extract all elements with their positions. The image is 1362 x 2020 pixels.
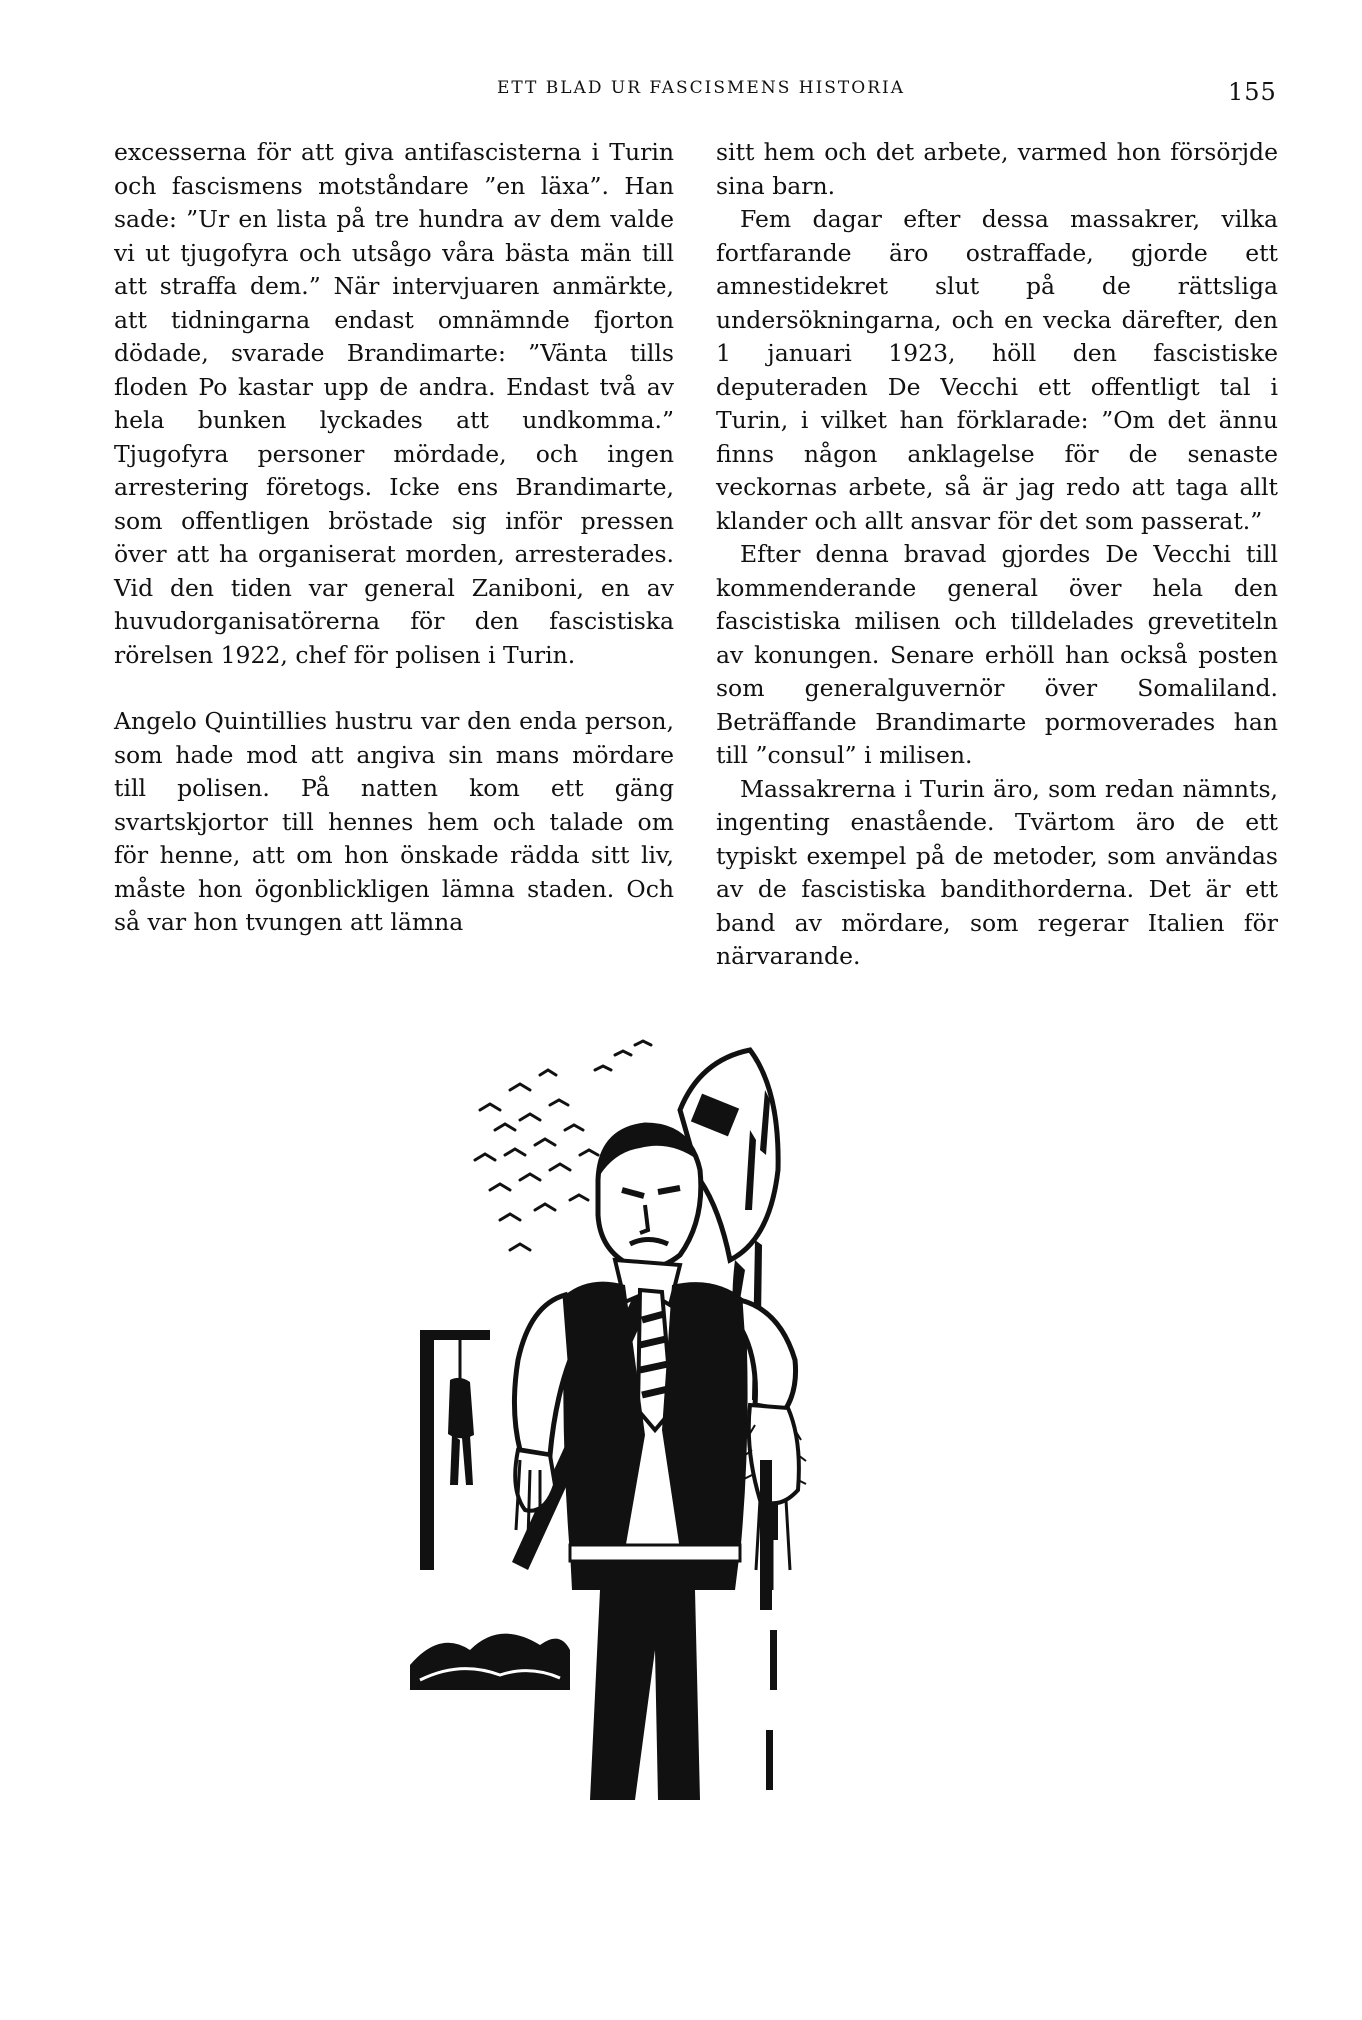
running-title: ETT BLAD UR FASCISMENS HISTORIA [496, 78, 906, 98]
paragraph: Efter denna bravad gjordes De Vecchi till kommenderande general över hela den fascistiska milisen och tilldelades grevetiteln av konungen. Senare erhöll han också posten som generalguvernör över Somaliland. Beträffande Brandimarte pormoverades han till ”consul” i milisen. [716, 540, 1278, 769]
paragraph: sitt hem och det arbete, varmed hon försörjde sina barn. [716, 138, 1278, 200]
running-head [0, 78, 1362, 98]
right-column [716, 136, 1278, 974]
paragraph: Angelo Quintillies hustru var den enda person, som hade mod att angiva sin mans mördare till polisen. På natten kom ett gäng svartskjortor till hennes hem och talade om för henne, att om hon önskade rädda sitt liv, måste hon ögonblickligen lämna staden. Och så var hon tvungen att lämna [114, 707, 674, 936]
left-column [114, 136, 674, 940]
page-number: 155 [1228, 78, 1277, 106]
paragraph: Fem dagar efter dessa massakrer, vilka fortfarande äro ostraffade, gjorde ett amnestidekret slut på de rättsliga undersökningarna, och en vecka därefter, den 1 januari 1923, höll den fascistiske deputeraden De Vecchi ett offentligt tal i Turin, i vilket han förklarade: ”Om det ännu finns någon anklagelse för de senaste veckornas arbete, så är jag redo att taga allt klander och allt ansvar för det som passerat.” [716, 205, 1278, 535]
paragraph: Massakrerna i Turin äro, som redan nämnts, ingenting enastående. Tvärtom äro de ett typiskt exempel på de metoder, som användas av de fascistiska bandithorderna. Det är ett band av mördare, som regerar Italien för närvarande. [716, 774, 1278, 970]
illustration-svg [400, 1030, 920, 1810]
fascist-with-bloody-axe-illustration [400, 1030, 920, 1810]
paragraph: excesserna för att giva antifascisterna i Turin och fascismens motståndare ”en läxa”. Han sade: ”Ur en lista på tre hundra av dem valde vi ut tjugofyra och utsågo våra bästa män till att straffa dem.” När intervjuaren anmärkte, att tidningarna endast omnämnde fjorton dödade, svarade Brandimarte: ”Vänta tills floden Po kastar upp de andra. Endast två av hela bunken lyckades att undkomma.” Tjugofyra personer mördade, och ingen arrestering företogs. Icke ens Brandimarte, som offentligen bröstade sig inför pressen över att ha organiserat morden, arresterades. Vid den tiden var general Zaniboni, en av huvudorganisatörerna för den fascistiska rörelsen 1922, chef för polisen i Turin. [114, 138, 674, 669]
